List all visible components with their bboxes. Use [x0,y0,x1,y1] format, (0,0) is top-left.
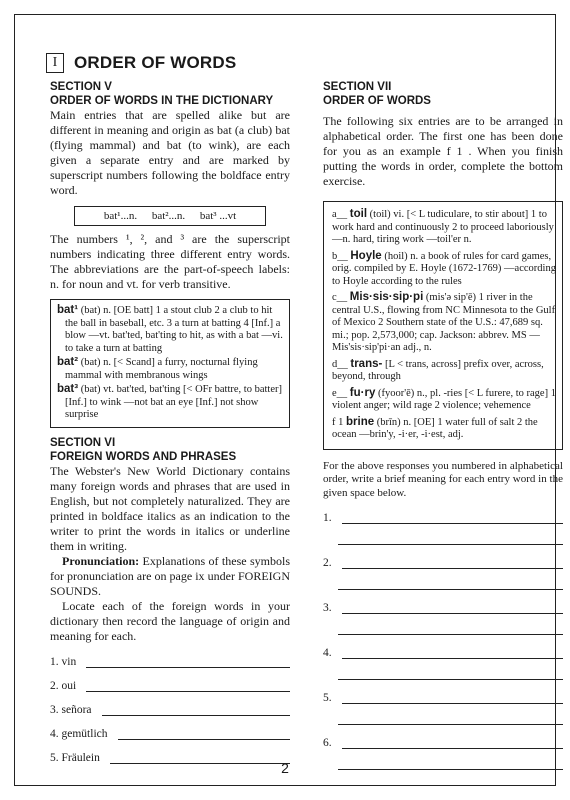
foreign-word-row: 2. oui [50,677,290,692]
answer-line[interactable] [86,656,290,668]
order-entry: c__ Mis·sis·sip·pi (mis'ə sip'ē) 1 river in the central U.S., flowing from NC Minnesota to the Gulf of Mexico 2 Southern state of the U.S.: 47,689 sq. mi.; pop. 2,573,000; cap. Jackson: abbrev. MS —Mis'sis·sip'pi·an adj., n. [332,291,556,353]
answer-line[interactable] [342,602,563,614]
answer-line[interactable] [338,710,563,725]
order-entry: d__ trans- [L < trans, across] prefix over, across, beyond, through [332,357,544,382]
answer-line[interactable] [342,647,563,659]
homograph-box [74,206,266,226]
foreign-word-row: 1. vin [50,653,290,668]
dictionary-entry: bat³ (bat) vt. bat'ted, bat'ting [< OFr battre, to batter] [Inf.] to wink —not bat an eye [Inf.] not show surprise [57,383,282,420]
pronunciation-note: Pronunciation: Explanations of these symbols for pronunciation are on page ix under FOREIGN SOUNDS. [50,553,290,598]
answer-line[interactable] [118,728,291,740]
page-number: 2 [281,760,289,776]
answer-line[interactable] [86,680,290,692]
answer-line[interactable] [338,575,563,590]
answer-line[interactable] [342,692,563,704]
section5-para2: The numbers ¹, ², and ³ are the superscript numbers indicating three different entry words. The abbreviations are the part-of-speech labels: n. for noun and vt. for verb transitive. [50,232,290,291]
answer-line[interactable] [342,737,563,749]
section7-heading: SECTION VII ORDER OF WORDS [323,81,431,107]
meaning-row: 5. [323,689,563,704]
foreign-word-row: 3. señora [50,701,290,716]
section6-heading: SECTION VI FOREIGN WORDS AND PHRASES [50,436,237,463]
answer-line[interactable] [102,704,290,716]
order-entry: f 1 brine (brīn) n. [OE] 1 water full of salt 2 the ocean —brin'y, -i·er, -i·est, adj. [332,415,538,440]
bat-entries-box [50,299,290,428]
answer-line[interactable] [342,557,563,569]
section6-para1: The Webster's New World Dictionary contains many foreign words and phrases that are used in English, but not completely naturalized. They are printed in boldface italics as an indication to the writer to print the words in italics or underline them in writing. [50,463,290,553]
entries-to-order-box [323,201,563,450]
right-column [323,80,563,770]
order-entry: e__ fu·ry (fyoor'ē) n., pl. -ries [< L furere, to rage] 1 violent anger; wild rage 2 violence; vehemence [332,386,556,411]
foreign-word-row: 5. Fräulein [50,749,290,764]
section7-para1: The following six entries are to be arranged in alphabetical order. The first one has been done for you as an example f 1 . When you finish putting the words in order, complete the bottom exercise. [323,114,563,188]
section5-heading: SECTION V ORDER OF WORDS IN THE DICTIONARY [50,81,274,107]
section5-para1: Main entries that are spelled alike but are different in meaning and origin as bat (a club) bat (flying mammal) and bat (to wink), are each given a separate entry and are marked by superscript numbers following the boldface entry word. [50,108,290,197]
order-entry: a__ toil (toil) vi. [< L tudiculare, to stir about] 1 to work hard and continuously 2 to proceed laboriously —n. hard, tiring work —toil'er n. [332,208,554,245]
foreign-word-row: 4. gemütlich [50,725,290,740]
meaning-row: 3. [323,599,563,614]
section7-para2: For the above responses you numbered in alphabetical order, write a brief meaning for each entry word in the given space below. [323,459,563,499]
meaning-row: 4. [323,644,563,659]
unit-title: ORDER OF WORDS [74,53,237,72]
dictionary-entry: bat¹ (bat) n. [OE batt] 1 a stout club 2 a club to hit the ball in baseball, etc. 3 a turn at batting 4 [Inf.] a blow —vt. bat'ted, bat'ting to hit, as with a bat —vi. to take a turn at batting [57,304,283,354]
answer-line[interactable] [338,530,563,545]
meaning-row: 2. [323,554,563,569]
answer-line[interactable] [342,512,563,524]
unit-header [46,53,236,73]
meaning-row: 6. [323,734,563,749]
unit-number-box: I [46,53,64,73]
left-column [50,80,290,764]
homograph-2: bat²...n. [151,210,186,222]
meaning-row: 1. [323,509,563,524]
dictionary-entry: bat² (bat) n. [< Scand] a furry, nocturnal flying mammal with membranous wings [57,356,258,381]
answer-line[interactable] [338,665,563,680]
homograph-1: bat¹...n. [103,210,138,222]
answer-line[interactable] [338,620,563,635]
homograph-3: bat³ ...vt [199,210,237,222]
order-entry: b__ Hoyle (hoil) n. a book of rules for card games, orig. compiled by E. Hoyle (1672-1769) —according to Hoyle according to the rules [332,249,556,287]
section6-para3: Locate each of the foreign words in your dictionary then record the language of origin and meaning for each. [50,598,290,643]
